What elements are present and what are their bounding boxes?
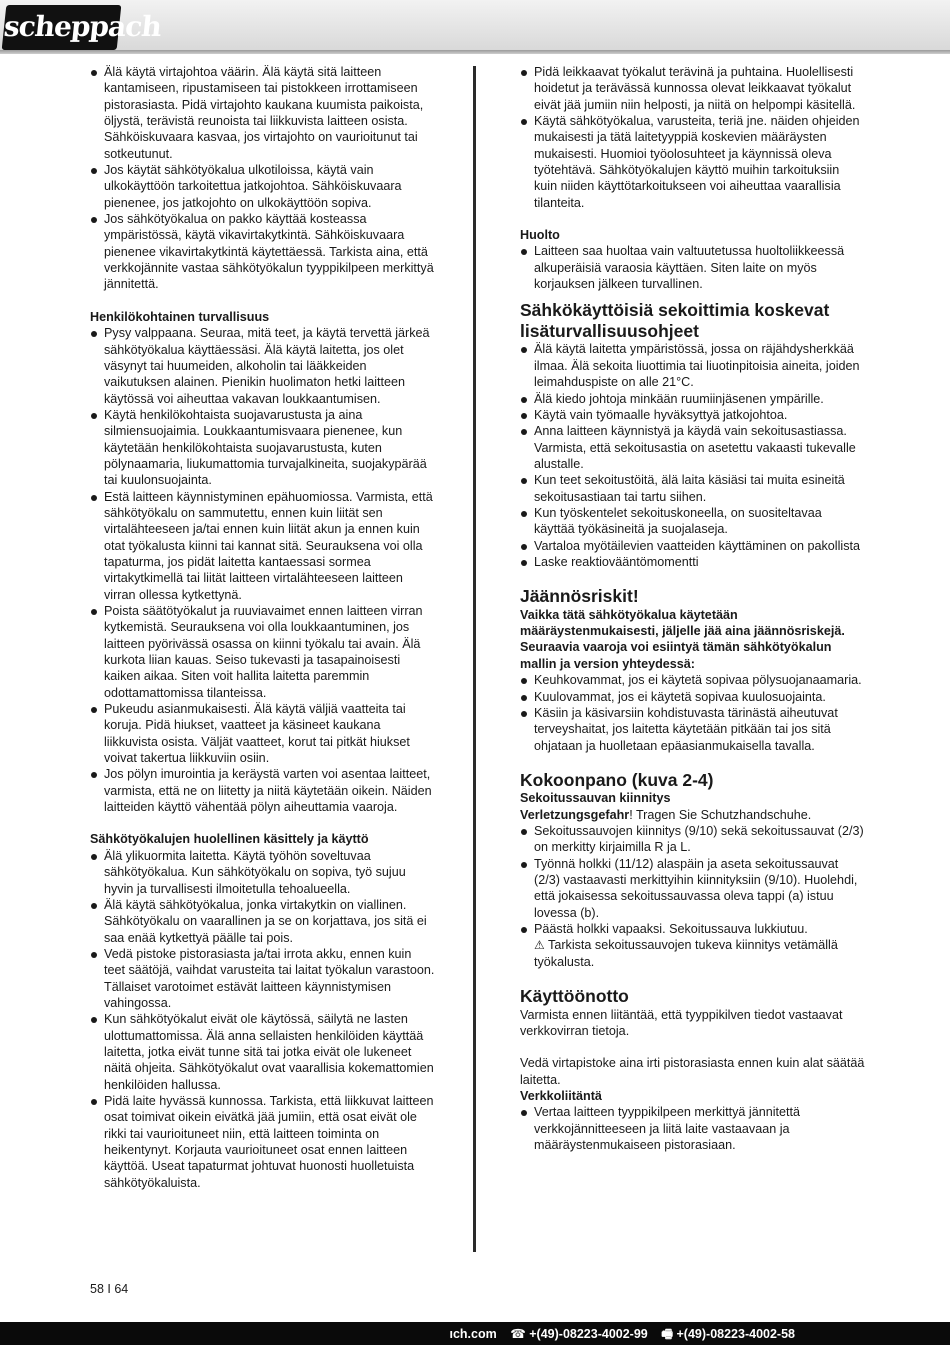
list-item: Vertaa laitteen tyyppikilpeen merkittyä jännitettä verkkojännitteeseen ja liitä laite vastaavaan ja määräystenmukaiseen pistorasiaan. <box>520 1104 865 1153</box>
tool-care-list <box>520 64 865 211</box>
warning-triangle-icon: ⚠ <box>534 938 545 953</box>
list-item: Estä laitteen käynnistyminen epähuomiossa. Varmista, että sähkötyökalu on sammutettu, ennen kuin liität sen virtalähteeseen ja/tai ennen kuin liität akun ja ennen kuin otat työkalusta kiinni tai kannat sitä. Seurauksena voi olla tapaturma, jos pidät laitetta kantaessasi sormea virtakytkimellä tai liität laitteen virtalähteeseen laitteen virran ollessa kytkettynä. <box>90 489 435 603</box>
list-item: Käsiin ja käsivarsiin kohdistuvasta tärinästä aiheutuvat terveyshaitat, jos laitetta käytetään pitkään tai jos sitä ohjataan ja huolletaan epäasianmukaisella tavalla. <box>520 705 865 754</box>
list-item: Poista säätötyökalut ja ruuviavaimet ennen laitteen virran kytkemistä. Seurauksena voi olla loukkaantuminen, jos laitteen pyörivässä osassa on kiinni työkalu tai avain. Älä kurkota liian kauas. Seiso tukevasti ja tasapainoisesti kaiken aikaa. Siten voit hallita laitetta paremmin odottamattomissa tilanteissa. <box>90 603 435 701</box>
list-item: Käytä henkilökohtaista suojavarustusta ja aina silmiensuojaimia. Loukkaantumisvaara pienenee, kun käytetään henkilökohtaista suojavarustusta, kuten pölynaamaria, liukumattomia turvajalkineita, suojakypärää tai kuulonsuojainta. <box>90 407 435 489</box>
page-number: 58 I 64 <box>90 1282 129 1296</box>
list-item: Älä kiedo johtoja minkään ruumiinjäsenen ympärille. <box>520 391 865 407</box>
list-item: Käytä vain työmaalle hyväksyttyä jatkojohtoa. <box>520 407 865 423</box>
right-column <box>520 64 865 1153</box>
warning-text: ! Tragen Sie Schutzhandschuhe. <box>629 807 812 822</box>
footer-phone: ☎ +(49)-08223-4002-99 <box>510 1327 648 1341</box>
assembly-subheading: Sekoitussauvan kiinnitys <box>520 791 671 806</box>
mixer-safety-list <box>520 341 865 570</box>
residual-risks-list <box>520 672 865 754</box>
list-item: Kuulovammat, jos ei käytetä sopivaa kuulosuojainta. <box>520 689 865 705</box>
mains-connection-list <box>520 1104 865 1153</box>
list-item: Jos pölyn imurointia ja keräystä varten voi asentaa laitteet, varmista, että ne on liitetty ja niitä käytetään oikein. Näiden laitteiden käyttö vähentää pölyn aiheuttamia vaaroja. <box>90 766 435 815</box>
column-divider <box>473 66 476 1252</box>
header-divider <box>0 50 950 54</box>
warning-label: Verletzungsgefahr <box>520 807 630 822</box>
personal-safety-list <box>90 325 435 815</box>
list-item: Jos käytät sähkötyökalua ulkotiloissa, käytä vain ulkokäyttöön tarkoitettua jatkojohtoa. Sähköiskuvaara pienenee, jos jatkojohto on ulkokäyttöön sopiva. <box>90 162 435 211</box>
list-item: Älä käytä laitetta ympäristössä, jossa on räjähdysherkkää ilmaa. Älä sekoita liuottimia tai liuotinpitoisia aineita, joiden leimahduspiste on alle 21°C. <box>520 341 865 390</box>
list-item: Kun työskentelet sekoituskoneella, on suositeltavaa käyttää työkäsineitä ja suojalaseja. <box>520 505 865 538</box>
tool-handling-list <box>90 848 435 1191</box>
list-item: Pidä laite hyvässä kunnossa. Tarkista, että liikkuvat laitteen osat toimivat oikein eivätkä jää jumiin, että osat eivät ole rikki tai vaurioituneet niin, että laitteen toiminta on heikentynyt. Korjauta vaurioituneet osat ennen laitteen käyttöä. Useat tapaturmat johtuvat huonosti huolletuista sähkötyökaluista. <box>90 1093 435 1191</box>
list-item: Pysy valppaana. Seuraa, mitä teet, ja käytä tervettä järkeä sähkötyökalua käyttäessäsi. Älä käytä laitetta, jos olet väsynyt tai huumeiden, alkoholin tai lääkkeiden vaikutuksen alainen. Pienikin huolimaton hetki laitteen käytössä voi aiheuttaa vakavan loukkaantumisen. <box>90 325 435 407</box>
power-cord-list <box>90 64 435 293</box>
section-heading-residual-risks: Jäännösriskit! <box>520 586 639 607</box>
section-heading-assembly: Kokoonpano (kuva 2-4) <box>520 769 714 790</box>
list-item: Keuhkovammat, jos ei käytetä sopivaa pölysuojanaamaria. <box>520 672 865 688</box>
section-heading-startup: Käyttöönotto <box>520 986 629 1007</box>
list-item: Pukeudu asianmukaisesti. Älä käytä väljiä vaatteita tai koruja. Pidä hiukset, vaatteet ja käsineet kaukana liikkuvista osista. Väljät vaatteet, korut tai pitkät hiukset voivat takertua liikkuviin osiin. <box>90 701 435 766</box>
injury-warning <box>520 807 865 823</box>
brand-logo: scheppach <box>2 5 122 50</box>
list-item: Vedä pistoke pistorasiasta ja/tai irrota akku, ennen kuin teet säätöjä, vaihdat varusteita tai laitat työkalun varastoon. Tällaiset varotoimet estävät laitteen käynnistymisen vahingossa. <box>90 946 435 1011</box>
list-item: Älä ylikuormita laitetta. Käytä työhön soveltuvaa sähkötyökalua. Kun sähkötyökalu on sopiva, työ sujuu hyvin ja turvallisesti ilmoitetulla tehoalueella. <box>90 848 435 897</box>
list-item: Käytä sähkötyökalua, varusteita, teriä jne. näiden ohjeiden mukaisesti ja tätä laitetyyppiä koskevien määräysten mukaisesti. Huomioi työolosuhteet ja käynnissä oleva työtehtävä. Sähkötyökalujen käyttö muihin tarkoituksiin kuin niiden käyttötarkoitukseen voi aiheuttaa vaarallisia tilanteita. <box>520 113 865 211</box>
section-heading-service: Huolto <box>520 228 560 243</box>
list-item: Vartaloa myötäilevien vaatteiden käyttäminen on pakollista <box>520 538 865 554</box>
assembly-note <box>520 937 865 970</box>
section-heading-mixer-safety: Sähkökäyttöisiä sekoittimia koskevat lisäturvallisuusohjeet <box>520 300 830 341</box>
list-item: Kun sähkötyökalut eivät ole käytössä, säilytä ne lasten ulottumattomissa. Älä anna sellaisten henkilöiden käyttää laitetta, jotka eivät tunne sitä tai jotka eivät ole lukeneet näitä ohjeita. Sähkötyökalut ovat vaarallisia kokemattomien henkilöiden hallussa. <box>90 1011 435 1093</box>
footer-bar <box>0 1322 950 1345</box>
assembly-steps-list <box>520 823 865 937</box>
startup-paragraph-2: Vedä virtapistoke aina irti pistorasiasta ennen kuin alat säätää laitetta. <box>520 1056 865 1087</box>
footer-website[interactable]: ıch.com <box>449 1327 497 1341</box>
list-item: Sekoitussauvojen kiinnitys (9/10) sekä sekoitussauvat (2/3) on merkitty kirjaimilla R ja L. <box>520 823 865 856</box>
list-item: Älä käytä virtajohtoa väärin. Älä käytä sitä laitteen kantamiseen, ripustamiseen tai pistokkeen irrottamiseen pistorasiasta. Pidä virtajohto kaukana kuumista paikoista, öljystä, terävistä reunoista tai liikkuvista laitteen osista. Sähköiskuvaara kasvaa, jos virtajohto on vaurioitunut tai sotkeutunut. <box>90 64 435 162</box>
mains-connection-subheading: Verkkoliitäntä <box>520 1089 602 1104</box>
section-heading-tool-handling: Sähkötyökalujen huolellinen käsittely ja käyttö <box>90 832 369 847</box>
startup-paragraph-1: Varmista ennen liitäntää, että tyyppikilven tiedot vastaavat verkkovirran tietoja. <box>520 1007 843 1038</box>
left-column <box>90 64 435 1191</box>
assembly-note-text: Tarkista sekoitussauvojen tukeva kiinnitys vetämällä työkalusta. <box>534 938 838 969</box>
list-item: Älä käytä sähkötyökalua, jonka virtakytkin on viallinen. Sähkötyökalu on vaarallinen ja se on korjattava, jos sitä ei saa enää kytkettyä päälle tai pois. <box>90 897 435 946</box>
list-item: Työnnä holkki (11/12) alaspäin ja aseta sekoitussauvat (2/3) vastaavasti merkittyihin kiinnityksiin (9/10). Huolehdi, että jokaisessa sekoitussauvassa oleva tappi (a) istuu lovessa (b). <box>520 856 865 921</box>
list-item: Kun teet sekoitustöitä, älä laita käsiäsi tai muita esineitä sekoitusastiaan tai tartu siihen. <box>520 472 865 505</box>
list-item: Laske reaktiovääntömomentti <box>520 554 865 570</box>
list-item: Jos sähkötyökalua on pakko käyttää kosteassa ympäristössä, käytä vikavirtakytkintä. Sähköiskuvaara pienenee vikavirtakytkintä käytettäessä. Tarkista aina, että verkkojännite vastaa sähkötyökalun tyyppikilpeen merkittyä jännitettä. <box>90 211 435 293</box>
footer-fax: 🖷 +(49)-08223-4002-58 <box>661 1327 795 1341</box>
list-item: Pidä leikkaavat työkalut terävinä ja puhtaina. Huolellisesti hoidetut ja terävässä kunnossa olevat leikkaavat työkalut eivät jää jumiin niin helposti, ja niitä on helpompi käsitellä. <box>520 64 865 113</box>
section-heading-personal-safety: Henkilökohtainen turvallisuus <box>90 309 270 324</box>
list-item: Laitteen saa huoltaa vain valtuutetussa huoltoliikkeessä alkuperäisiä varaosia käyttäen. Siten laite on myös korjauksen jälkeen turvallinen. <box>520 243 865 292</box>
service-list <box>520 243 865 292</box>
footer-contact <box>439 1325 795 1346</box>
list-item: Päästä holkki vapaaksi. Sekoitussauva lukkiutuu. <box>520 921 865 937</box>
residual-risks-intro: Vaikka tätä sähkötyökalua käytetään määräystenmukaisesti, jäljelle jää aina jäännösriskejä. Seuraavia vaaroja voi esiintyä tämän sähkötyökalun mallin ja version yhteydessä: <box>520 607 845 671</box>
list-item: Anna laitteen käynnistyä ja käydä vain sekoitusastiassa. Varmista, että sekoitusastia on asetettu vakaasti tukevalle alustalle. <box>520 423 865 472</box>
